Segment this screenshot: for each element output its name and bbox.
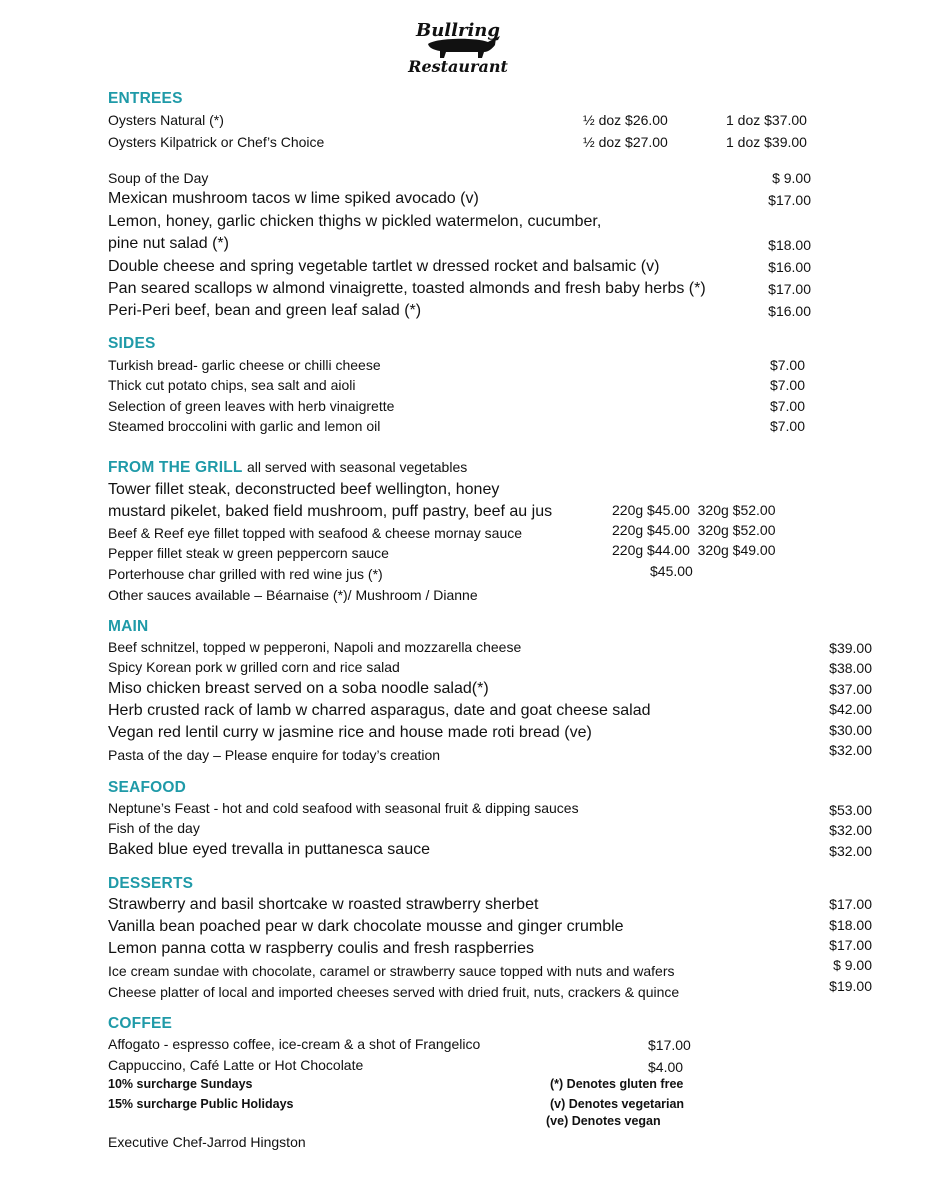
menu-item-price: $16.00 [768,259,811,275]
main-heading: MAIN [108,618,149,635]
menu-item-price: $17.00 [768,281,811,297]
menu-item-name: Ice cream sundae with chocolate, caramel or strawberry sauce topped with nuts and wafers [108,963,675,979]
desserts-heading: DESSERTS [108,875,194,892]
coffee-heading: COFFEE [108,1015,173,1032]
menu-item-name: Beef schnitzel, topped w pepperoni, Napoli and mozzarella cheese [108,639,522,655]
menu-item-name: Pan seared scallops w almond vinaigrette, toasted almonds and fresh baby herbs (*) [108,280,706,297]
entrees-heading: ENTREES [108,90,183,107]
menu-item-name: Oysters Natural (*) [108,112,224,128]
legend-vegetarian: (v) Denotes vegetarian [550,1097,685,1111]
grill-heading-row [108,459,467,477]
surcharge-note: 15% surcharge Public Holidays [108,1097,294,1111]
menu-item-name: Vegan red lentil curry w jasmine rice and house made roti bread (ve) [108,724,592,741]
menu-item-name: Other sauces available – Béarnaise (*)/ Mushroom / Dianne [108,587,478,603]
menu-item-name: Fish of the day [108,820,200,836]
menu-item-name: Miso chicken breast served on a soba noodle salad(*) [108,680,489,697]
menu-item-price: $7.00 [769,398,805,414]
menu-item-price: $38.00 [829,660,872,676]
menu-item-name: Herb crusted rack of lamb w charred asparagus, date and goat cheese salad [108,702,651,719]
surcharge-note: 10% surcharge Sundays [108,1077,253,1091]
menu-item-price: $ 9.00 [833,957,872,973]
menu-item-name: Turkish bread- garlic cheese or chilli cheese [108,357,381,373]
menu-item-price-full: 1 doz $37.00 [726,112,807,128]
menu-item-price: $7.00 [769,377,805,393]
menu-item-name: Affogato - espresso coffee, ice-cream & a shot of Frangelico [108,1036,481,1052]
menu-item-price: $18.00 [768,237,811,253]
menu-item-price: $39.00 [829,640,872,656]
menu-item-price: $32.00 [829,822,872,838]
menu-item-price: $17.00 [829,896,872,912]
menu-item-name: Mexican mushroom tacos w lime spiked avocado (v) [108,190,479,207]
menu-item-price: $37.00 [829,681,872,697]
menu-item-price: $18.00 [829,917,872,933]
menu-item-name: Peri-Peri beef, bean and green leaf salad (*) [108,302,422,319]
grill-subheading: all served with seasonal vegetables [247,459,468,475]
menu-item-name: Thick cut potato chips, sea salt and aioli [108,377,356,393]
menu-item-price: $17.00 [768,192,811,208]
menu-item-price: 220g $45.00 320g $52.00 [612,522,776,538]
menu-item-name: Strawberry and basil shortcake w roasted strawberry sherbet [108,896,539,913]
menu-item-price-full: 1 doz $39.00 [726,134,807,150]
menu-item-price: $17.00 [829,937,872,953]
menu-item-name: Neptune’s Feast - hot and cold seafood with seasonal fruit & dipping sauces [108,800,579,816]
menu-item-name: Soup of the Day [108,170,209,186]
menu-item-name: Selection of green leaves with herb vinaigrette [108,398,395,414]
menu-item-name: Lemon, honey, garlic chicken thighs w pickled watermelon, cucumber, [108,213,602,230]
menu-item-price: 220g $45.00 320g $52.00 [612,502,776,518]
menu-item-price-half: ½ doz $27.00 [583,134,668,150]
menu-item-price: $7.00 [769,418,805,434]
sides-heading: SIDES [108,335,156,352]
menu-item-price: $4.00 [648,1059,684,1075]
menu-item-name: Pasta of the day – Please enquire for today’s creation [108,747,441,763]
menu-item-name: Porterhouse char grilled with red wine jus (*) [108,566,383,582]
menu-item-price: $30.00 [829,722,872,738]
menu-item-name: pine nut salad (*) [108,235,229,252]
bullring-restaurant-logo [388,14,528,76]
executive-chef: Executive Chef-Jarrod Hingston [108,1134,306,1150]
menu-item-price: $53.00 [829,802,872,818]
menu-item-name: Cheese platter of local and imported cheeses served with dried fruit, nuts, crackers & quince [108,984,680,1000]
menu-item-price: $16.00 [768,303,811,319]
menu-item-name: mustard pikelet, baked field mushroom, puff pastry, beef au jus [108,503,553,520]
seafood-heading: SEAFOOD [108,779,187,796]
menu-item-price: $7.00 [769,357,805,373]
menu-item-name: Lemon panna cotta w raspberry coulis and fresh raspberries [108,940,534,957]
menu-item-name: Steamed broccolini with garlic and lemon oil [108,418,381,434]
menu-item-price: $17.00 [648,1037,691,1053]
logo-line-1: Bullring [416,20,500,41]
menu-item-price: $45.00 [650,563,693,579]
menu-item-name: Pepper fillet steak w green peppercorn sauce [108,545,389,561]
menu-item-price-half: ½ doz $26.00 [583,112,668,128]
menu-item-name: Double cheese and spring vegetable tartlet w dressed rocket and balsamic (v) [108,258,660,275]
menu-item-price: $ 9.00 [772,170,811,186]
menu-item-name: Beef & Reef eye fillet topped with seafood & cheese mornay sauce [108,525,523,541]
menu-item-name: Tower fillet steak, deconstructed beef wellington, honey [108,481,500,498]
logo-line-2: Restaurant [408,57,508,76]
grill-heading: FROM THE GRILL [108,459,243,476]
menu-item-price: $42.00 [829,701,872,717]
menu-item-name: Baked blue eyed trevalla in puttanesca sauce [108,841,430,858]
legend-vegan: (ve) Denotes vegan [546,1114,661,1128]
menu-item-name: Spicy Korean pork w grilled corn and rice salad [108,659,400,675]
menu-item-name: Oysters Kilpatrick or Chef’s Choice [108,134,325,150]
legend-gluten-free: (*) Denotes gluten free [550,1077,684,1091]
menu-item-price: $19.00 [829,978,872,994]
menu-item-price: $32.00 [829,742,872,758]
menu-item-price: 220g $44.00 320g $49.00 [612,542,776,558]
menu-item-name: Cappuccino, Café Latte or Hot Chocolate [108,1057,364,1073]
menu-item-name: Vanilla bean poached pear w dark chocolate mousse and ginger crumble [108,918,624,935]
menu-item-price: $32.00 [829,843,872,859]
